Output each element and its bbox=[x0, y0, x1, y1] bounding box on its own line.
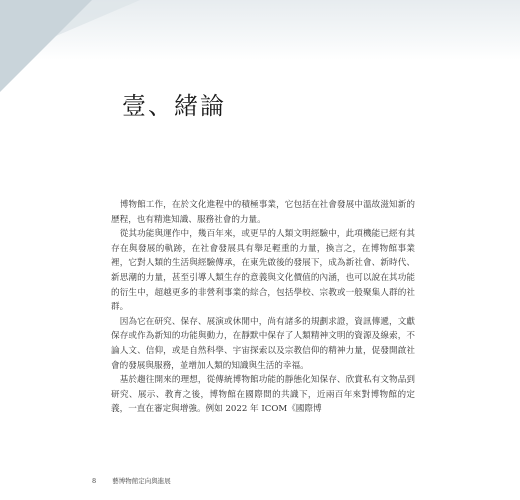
body-text bbox=[111, 198, 415, 417]
chapter-title: 壹、緒論 bbox=[122, 92, 226, 120]
corner-decoration bbox=[0, 0, 92, 92]
page-footer bbox=[92, 476, 171, 485]
paragraph-1: 博物館工作，在於文化進程中的積極事業，它包括在社會發展中溫故滋知新的歷程，也有精進知識、服務社會的力量。 bbox=[111, 200, 415, 225]
paragraph-2: 從其功能與運作中，幾百年來，或更早的人類文明經驗中，此項機能已經有其存在與發展的軌跡，在社會發展具有舉足輕重的力量，換言之，在博物館事業裡，它對人類的生活與經驗傳承，在東先啟後的發展下，成為新社會、新時代、新思潮的力量，甚至引導人類生存的意義與文化價值的內涵，也可以說在其功能的衍生中，超越更多的非營利事業的綜合，包括學校、宗教或一般聚集人群的社群。 bbox=[111, 229, 415, 313]
paragraph-4: 基於趨往開來的理想，從傳統博物館功能的靜態化知保存、欣賞私有文物品到研究、展示、教育之後，博物館在國際間的共識下，近兩百年來對博物館的定義，一直在審定與增強。例如 2022 年 ICOM《國際博 bbox=[111, 375, 415, 415]
page-number: 8 bbox=[92, 477, 97, 485]
paragraph-3: 因為它在研究、保存、展演或休閒中，尚有諸多的規劃求證，資訊傳遞，文獻保存或作為新知的功能與動力，在靜默中保存了人類精神文明的資源及線索，不論人文、信仰，或是自然科學、宇宙探索以及宗教信仰的精神力量，促發開啟社會的發展與服務，並增加人類的知識與生活的幸福。 bbox=[111, 316, 415, 371]
running-title: 藝博物館定向與進展 bbox=[112, 477, 171, 485]
